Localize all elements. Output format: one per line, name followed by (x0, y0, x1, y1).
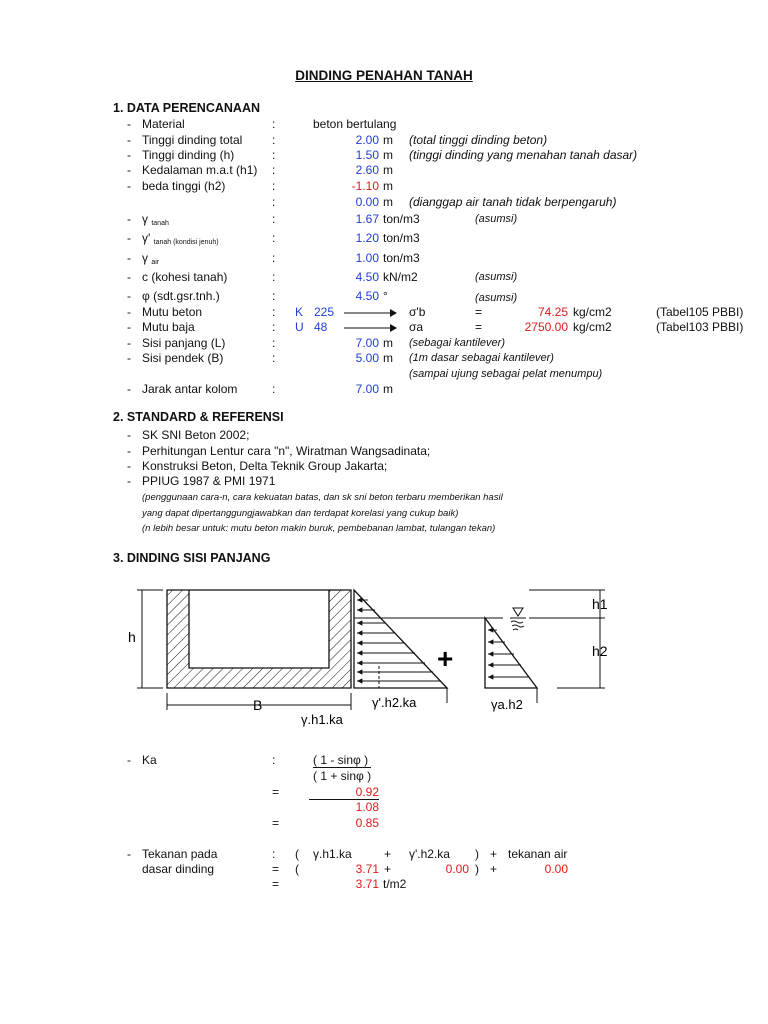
row-gamma-kondisi: - γ' $_{tanah (kondisi jenuh)}$ : 1.20 ton/m3 (127, 231, 420, 246)
row-ka: - Ka : ( 1 - sinφ ) (127, 753, 369, 767)
reference-item: - Perhitungan Lentur cara "n", Wiratman Wangsadinata; (127, 444, 431, 458)
row-tekanan-2: dasar dinding = ( 3.71 + 0.00 ) + 0.00 (142, 862, 568, 876)
section-1-heading: 1. DATA PERENCANAAN (113, 101, 260, 115)
row-ka-result: = 0.85 (272, 816, 379, 830)
row-sisi-pendek-note2: (sampai ujung sebagai pelat menumpu) (409, 368, 603, 380)
row-ka-den: 1.08 (0, 799, 768, 815)
reference-item: - PPIUG 1987 & PMI 1971 (127, 474, 276, 488)
label-plus: + (437, 643, 454, 674)
row-kohesi: - c (kohesi tanah) : 4.50 kN/m2 (asumsi) (127, 270, 518, 284)
label-gamma-a-h2: γa.h2 (491, 697, 523, 712)
row-beda-tinggi: - beda tinggi (h2) : -1.10 m (127, 179, 393, 193)
label-h1: h1 (592, 596, 608, 612)
reference-item: - Konstruksi Beton, Delta Teknik Group Jakarta; (127, 459, 388, 473)
reference-note: (n lebih besar untuk: mutu beton makin buruk, pembebanan lambat, tulangan tekan) (142, 523, 496, 534)
row-ka-num: = 0.92 (272, 785, 379, 799)
soil-pressure-triangle (354, 590, 447, 688)
wall-section (167, 590, 351, 688)
row-tekanan-total: = 3.71 t/m2 (272, 877, 407, 891)
retaining-wall-diagram (125, 578, 650, 730)
row-extra: : 0.00 m (dianggap air tanah tidak berpengaruh) (272, 195, 617, 209)
label-gamma-h2-ka: γ'.h2.ka (372, 695, 417, 710)
row-gamma-tanah: - γ $_{tanah}$ : 1.67 ton/m3 (asumsi) (127, 212, 518, 227)
label-h2: h2 (592, 643, 608, 659)
row-material: - Material : beton bertulang (127, 117, 397, 131)
water-level-icon (513, 608, 523, 616)
label-B: B (253, 697, 263, 713)
label-h: h (128, 629, 136, 645)
row-gamma-air: - γ $_{air}$ : 1.00 ton/m3 (127, 251, 420, 266)
label-gamma-h1-ka: γ.h1.ka (301, 712, 343, 727)
section-3-heading: 3. DINDING SISI PANJANG (113, 551, 271, 565)
reference-note: yang dapat dipertanggungjawabkan dan terdapat korelasi yang cukup baik) (142, 508, 459, 519)
page-title: DINDING PENAHAN TANAH (295, 68, 473, 83)
row-mutu-baja: - Mutu baja : U 48 σa = 2750.00 kg/cm2 (Tabel103 PBBI) (0, 319, 768, 335)
row-jarak-kolom: - Jarak antar kolom : 7.00 m (127, 382, 393, 396)
row-tinggi-total: - Tinggi dinding total : 2.00 m (total tinggi dinding beton) (127, 133, 548, 147)
material-value: beton bertulang (313, 117, 397, 131)
row-sisi-pendek: - Sisi pendek (B) : 5.00 m (1m dasar sebagai kantilever) (127, 351, 554, 365)
row-phi: - φ (sdt.gsr.tnh.) : 4.50 ° (asumsi) (127, 289, 518, 304)
row-mutu-beton: - Mutu beton : K 225 σ'b = 74.25 kg/cm2 (Tabel105 PBBI) (0, 304, 768, 320)
row-sisi-panjang: - Sisi panjang (L) : 7.00 m (sebagai kantilever) (127, 336, 505, 350)
row-ka-denominator: ( 1 + sinφ ) (313, 769, 372, 783)
reference-item: - SK SNI Beton 2002; (127, 428, 250, 442)
reference-note: (penggunaan cara-n, cara kekuatan batas, dan sk sni beton terbaru memberikan hasil (142, 492, 503, 503)
section-2-heading: 2. STANDARD & REFERENSI (113, 410, 284, 424)
water-pressure-triangle (485, 618, 537, 688)
row-tekanan-1: - Tekanan pada : ( γ.h1.ka + γ'.h2.ka ) + tekanan air (127, 847, 568, 861)
row-kedalaman: - Kedalaman m.a.t (h1) : 2.60 m (127, 163, 393, 177)
row-tinggi-h: - Tinggi dinding (h) : 1.50 m (tinggi dinding yang menahan tanah dasar) (127, 148, 638, 162)
